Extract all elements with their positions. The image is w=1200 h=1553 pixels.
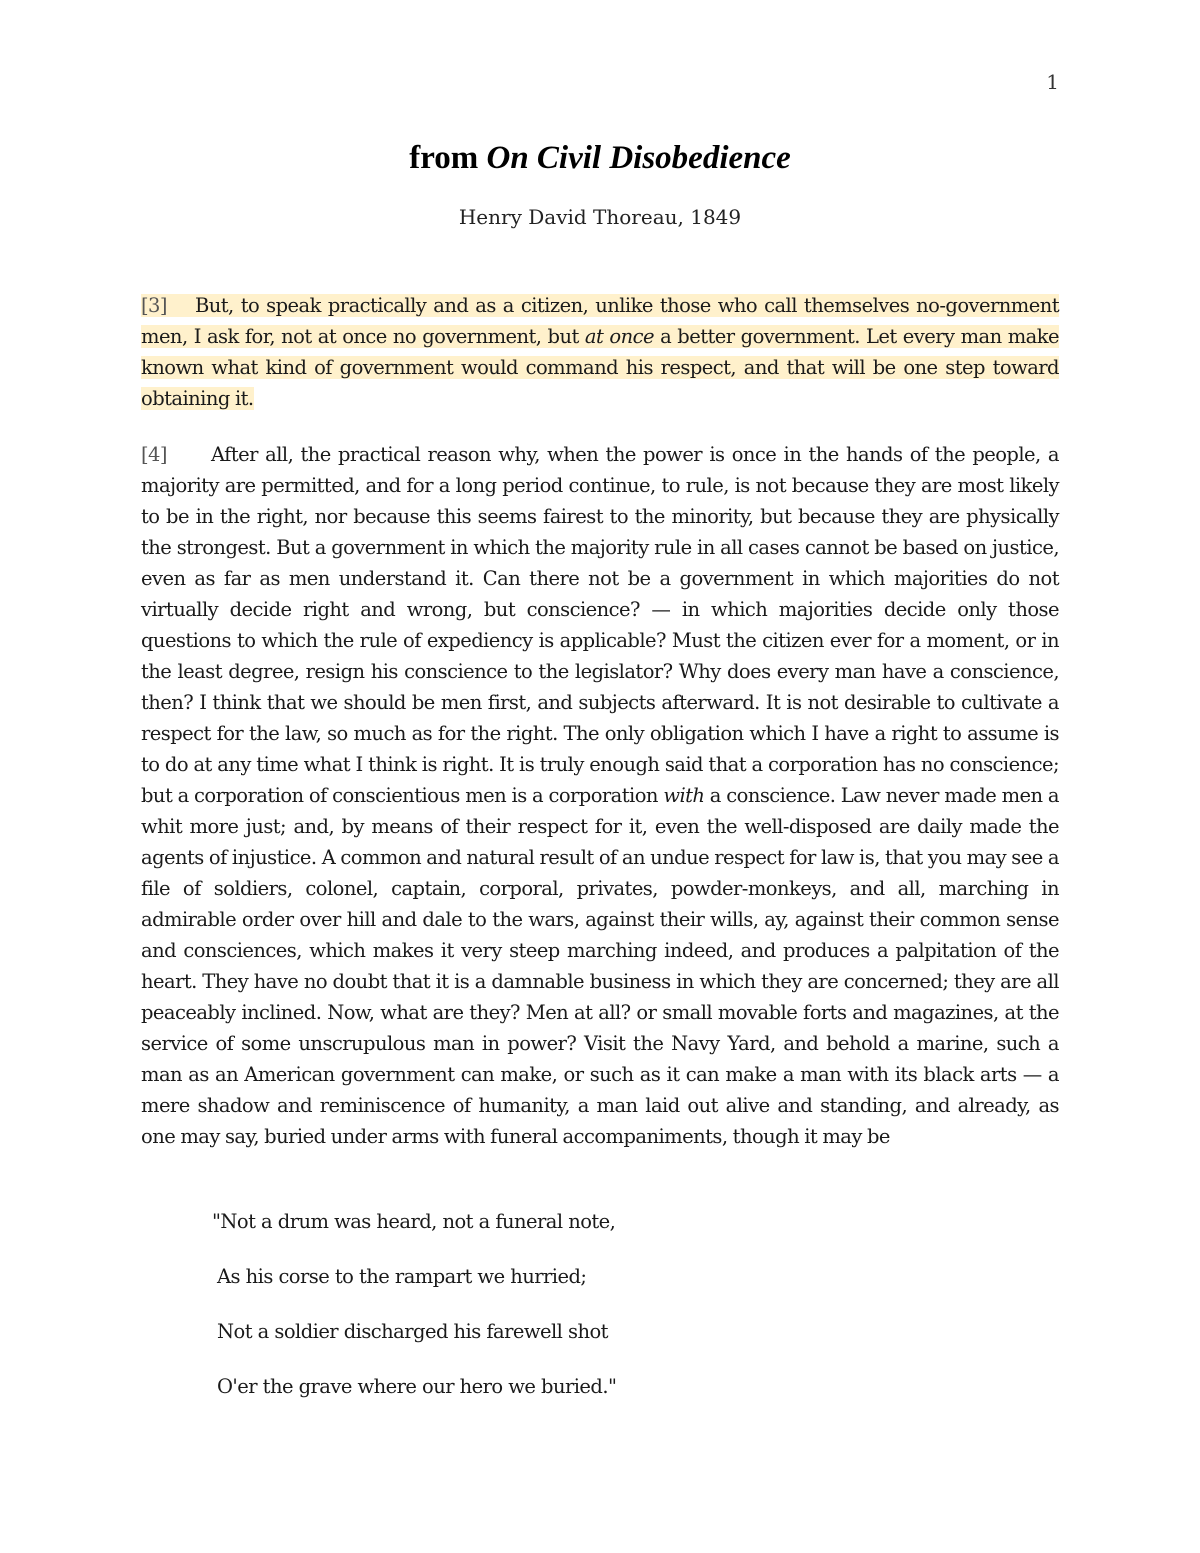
emphasis-text: with bbox=[663, 784, 705, 807]
verse-line: O'er the grave where our hero we buried." bbox=[217, 1375, 617, 1398]
paragraph-text: After all, the practical reason why, when the power is once in the hands of the people, a majority are permitted, and for a long period continue, to rule, is not because they are most likely to be in the right, nor because this seems fairest to the minority, but because they are physically the strongest. But a government in which the majority rule in all cases cannot be based on justice, even as far as men understand it. Can there not be a government in which majorities do not virtually decide right and wrong, but conscience? — in which majorities decide only those questions to which the rule of expediency is applicable? Must the citizen ever for a moment, or in the least degree, resign his conscience to the legislator? Why does every man have a conscience, then? I think that we should be men first, and subjects afterward. It is not desirable to cultivate a respect for the law, so much as for the right. The only obligation which I have a right to assume is to do at any time what I think is right. It is truly enough said that a corporation has no conscience; but a corporation of conscientious men is a corporation bbox=[141, 443, 1059, 807]
paragraph-number: [4] bbox=[141, 443, 167, 466]
paragraph-text: But, to speak practically and as a citizen, unlike those who call themselves no-government men, I ask for, not at once no government, but bbox=[141, 294, 1059, 348]
title-prefix: from bbox=[409, 140, 479, 176]
paragraph-text: a conscience. Law never made men a whit more just; and, by means of their respect for it, even the well-disposed are daily made the agents of injustice. A common and natural result of an undue respect for law is, that you may see a file of soldiers, colonel, captain, corporal, privates, powder-monkeys, and all, marching in admirable order over hill and dale to the wars, against their wills, ay, against their common sense and consciences, which makes it very steep marching indeed, and produces a palpitation of the heart. They have no doubt that it is a damnable business in which they are concerned; they are all peaceably inclined. Now, what are they? Men at all? or small movable forts and magazines, at the service of some unscrupulous man in power? Visit the Navy Yard, and behold a marine, such a man as an American government can make, or such as it can make a man with its black arts — a mere shadow and reminiscence of humanity, a man laid out alive and standing, and already, as one may say, buried under arms with funeral accompaniments, though it may be bbox=[141, 784, 1059, 1148]
paragraph-3 bbox=[141, 290, 1059, 414]
page-number: 1 bbox=[1046, 70, 1059, 94]
verse-line: As his corse to the rampart we hurried; bbox=[217, 1265, 587, 1288]
verse-line: "Not a drum was heard, not a funeral note, bbox=[212, 1210, 616, 1233]
title-work: On Civil Disobedience bbox=[486, 140, 791, 176]
paragraph-text: a better government. Let every man make known what kind of government would command his respect, and that will be one step toward obtaining it. bbox=[141, 325, 1060, 410]
emphasis-text: at once bbox=[584, 325, 654, 348]
page-title bbox=[0, 140, 1200, 177]
author-line: Henry David Thoreau, 1849 bbox=[458, 205, 742, 229]
verse-line: Not a soldier discharged his farewell shot bbox=[217, 1320, 608, 1343]
paragraph-4 bbox=[141, 439, 1059, 1152]
highlighted-passage bbox=[141, 294, 1059, 410]
paragraph-number: [3] bbox=[141, 294, 167, 317]
